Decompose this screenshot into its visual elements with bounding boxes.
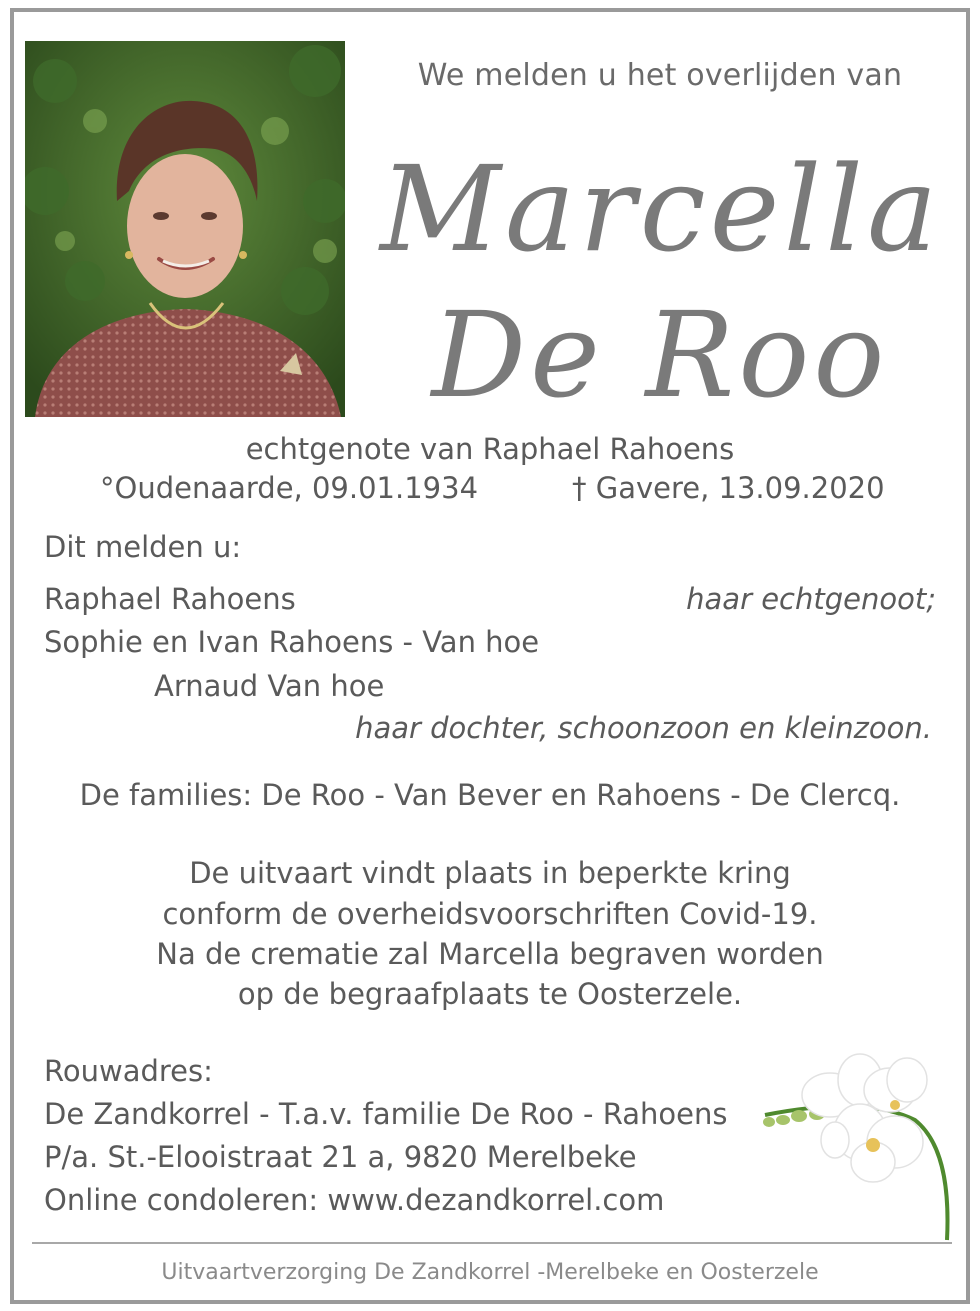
funeral-line: op de begraafplaats te Oosterzele. (237, 977, 743, 1011)
address-line: De Zandkorrel - T.a.v. familie De Roo - Rahoens (44, 1097, 728, 1131)
spouse-line: echtgenote van Raphael Rahoens (245, 432, 735, 466)
family-line1-name: Raphael Rahoens (44, 582, 296, 616)
orchid-illustration (755, 1050, 965, 1245)
address-line: P/a. St.-Elooistraat 21 a, 9820 Merelbeke (44, 1140, 637, 1174)
death-date: † Gavere, 13.09.2020 (572, 471, 885, 505)
deceased-first-name: Marcella (380, 140, 942, 278)
funeral-line: De uitvaart vindt plaats in beperkte kring (189, 856, 791, 890)
intro-text: We melden u het overlijden van (417, 58, 903, 93)
family-line3-name: Arnaud Van hoe (154, 669, 385, 703)
address-label: Rouwadres: (44, 1054, 213, 1088)
birth-date: °Oudenaarde, 09.01.1934 (100, 471, 479, 505)
funeral-line: conform de overheidsvoorschriften Covid-19. (162, 897, 818, 931)
family-line3-role: haar dochter, schoonzoon en kleinzoon. (355, 711, 932, 745)
family-line1-role: haar echtgenoot; (686, 582, 936, 616)
family-line2-name: Sophie en Ivan Rahoens - Van hoe (44, 625, 540, 659)
funeral-line: Na de crematie zal Marcella begraven worden (156, 937, 824, 971)
condolence-link[interactable]: Online condoleren: www.dezandkorrel.com (44, 1183, 665, 1217)
footer-text: Uitvaartverzorging De Zandkorrel -Merelbeke en Oosterzele (161, 1260, 819, 1285)
families-line: De families: De Roo - Van Bever en Rahoens - De Clercq. (79, 778, 901, 812)
announce-label: Dit melden u: (44, 530, 242, 564)
portrait-photo (25, 41, 345, 417)
deceased-last-name: De Roo (431, 286, 889, 424)
footer-divider (32, 1242, 952, 1244)
